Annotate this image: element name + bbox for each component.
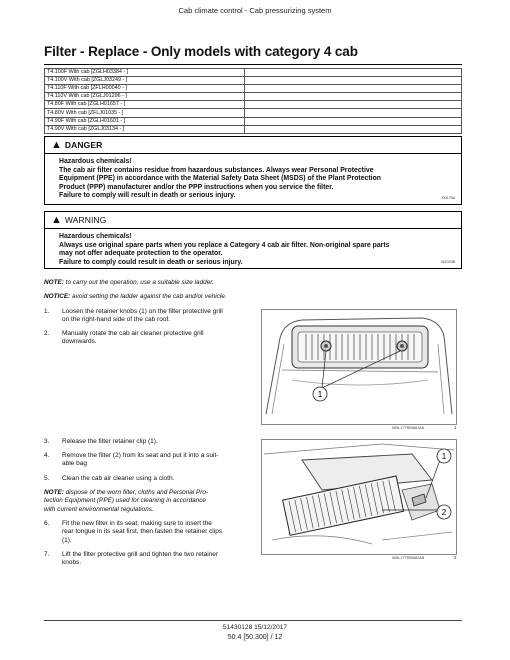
cab-roof-grill-illustration [262, 310, 456, 424]
step-line: Remove the filter (2) from its seat and put it into a suit- [62, 452, 219, 459]
warning-header [45, 212, 461, 229]
step-line: Fit the new filter in its seat, making sure to insert the [62, 520, 212, 527]
step-3 [44, 438, 250, 446]
notice-text: avoid setting the ladder against the cab and/or vehicle. [70, 293, 227, 300]
model-cell: T4.80F With cab [ZGLH01657 - ] [45, 101, 245, 109]
footer-rule [44, 620, 462, 621]
model-cell: T4.90V With cab [ZGLJ03134 - ] [45, 125, 245, 133]
step-number: 1. [44, 308, 50, 315]
model-cell: T4.100V With cab [ZGLJ03249 - ] [45, 77, 245, 85]
figure-2-caption: NOIL17TR00682AB [392, 556, 424, 560]
notice-ladder [44, 293, 227, 301]
warning-line: Hazardous chemicals! [59, 233, 132, 240]
step-line: knobs. [62, 559, 82, 567]
step-1 [44, 308, 250, 325]
step-number: 3. [44, 438, 50, 445]
notice-prefix: NOTICE: [44, 293, 71, 300]
note-disposal [44, 489, 250, 514]
model-row [45, 109, 462, 117]
note-ladder [44, 279, 214, 287]
model-row [45, 117, 462, 125]
figure-2-callout-1: 1 [441, 452, 447, 461]
step-6 [44, 520, 250, 545]
step-line: Clean the cab air cleaner using a cloth. [62, 475, 175, 482]
model-empty-cell [245, 69, 462, 77]
model-row [45, 85, 462, 93]
danger-line: Hazardous chemicals! [59, 158, 132, 165]
step-number: 4. [44, 452, 50, 459]
model-empty-cell [245, 77, 462, 85]
models-table [44, 68, 462, 134]
danger-header [45, 137, 461, 154]
warning-text [45, 229, 461, 267]
danger-line: Equipment (PPE) in accordance with the Material Safety Data Sheet (MSDS) of the Plant Protection [59, 175, 381, 183]
model-cell: T4.80V With cab [ZFLJ01035 - ] [45, 109, 245, 117]
model-empty-cell [245, 101, 462, 109]
figure-2-callout-2: 2 [441, 508, 447, 517]
warning-code: W1024B [441, 260, 455, 264]
figure-2-image [261, 439, 457, 555]
warning-label: WARNING [64, 215, 107, 225]
warning-line: Failure to comply could result in death or serious injury. [59, 258, 243, 266]
model-empty-cell [245, 125, 462, 133]
warning-box [44, 211, 462, 269]
step-2 [44, 330, 250, 347]
warning-triangle-icon: ▲ [51, 138, 62, 151]
footer-page-number: 50.4 [50.300] / 12 [227, 634, 283, 641]
title-rule [44, 64, 462, 65]
running-header: Cab climate control - Cab pressurizing system [178, 6, 332, 15]
model-empty-cell [245, 93, 462, 101]
step-line: Manually rotate the cab air cleaner protective grill [62, 330, 204, 337]
step-number: 5. [44, 475, 50, 482]
danger-line: Product (PPP) manufacturer and/or the PPP instructions when you service the filter. [59, 183, 334, 191]
figure-1-number: 1 [454, 425, 457, 430]
note-line: dispose of the worn filter, cloths and Personal Pro- [63, 489, 209, 496]
danger-code: D0179A [442, 196, 455, 200]
note-prefix: NOTE: [44, 489, 64, 496]
model-row [45, 77, 462, 85]
step-number: 2. [44, 330, 50, 337]
step-line: rear tongue in its seat first, then fasten the retainer clips [62, 528, 223, 536]
step-line: on the right-hand side of the cab roof. [62, 316, 171, 324]
model-cell: T4.100F With cab [ZGLH03384 - ] [45, 69, 245, 77]
step-number: 7. [44, 551, 50, 558]
danger-line: The cab air filter contains residue from hazardous substances. Always wear Personal Protective [59, 166, 374, 174]
note-prefix: NOTE: [44, 279, 64, 286]
figure-1-callout: 1 [317, 390, 323, 399]
model-cell: T4.110F With cab [ZFLH00040 - ] [45, 85, 245, 93]
step-line: able bag [62, 460, 87, 468]
model-cell: T4.110V With cab [ZGLJ01296 - ] [45, 93, 245, 101]
footer-doc-id: 51430128 15/12/2017 [222, 624, 288, 631]
danger-label: DANGER [64, 140, 103, 150]
model-row [45, 69, 462, 77]
step-number: 6. [44, 520, 50, 527]
model-empty-cell [245, 109, 462, 117]
step-line: downwards. [62, 338, 97, 346]
filter-removal-illustration [262, 440, 456, 554]
step-7 [44, 551, 250, 568]
step-line: Release the filter retainer clip (1). [62, 438, 158, 445]
figure-2-number: 2 [454, 555, 457, 560]
warning-line: may not offer adequate protection to the operator. [59, 250, 223, 258]
danger-box [44, 136, 462, 205]
model-empty-cell [245, 117, 462, 125]
model-row [45, 101, 462, 109]
model-row [45, 93, 462, 101]
step-line: Loosen the retainer knobs (1) on the filter protective grill [62, 308, 223, 315]
figure-1-caption: NOIL17TR00681AA [392, 426, 424, 430]
model-cell: T4.90F With cab [ZGLH01601 - ] [45, 117, 245, 125]
model-row [45, 125, 462, 133]
figure-1-image [261, 309, 457, 425]
page-title: Filter - Replace - Only models with category 4 cab [44, 44, 358, 59]
step-line: Lift the filter protective grill and tighten the two retainer [62, 551, 219, 558]
step-4 [44, 452, 250, 469]
step-line: (1). [62, 536, 72, 544]
danger-line: Failure to comply will result in death or serious injury. [59, 192, 236, 200]
model-empty-cell [245, 85, 462, 93]
warning-triangle-icon: ▲ [51, 213, 62, 226]
note-line: tection Equipment (PPE) used for cleaning in accordance [44, 497, 206, 505]
danger-text [45, 154, 461, 201]
warning-line: Always use original spare parts when you replace a Category 4 cab air filter. Non-original spare parts [59, 241, 390, 249]
note-text: to carry out the operation, use a suitable size ladder. [63, 279, 214, 286]
step-5 [44, 475, 250, 483]
note-line: with current environmental regulations. [44, 505, 154, 513]
